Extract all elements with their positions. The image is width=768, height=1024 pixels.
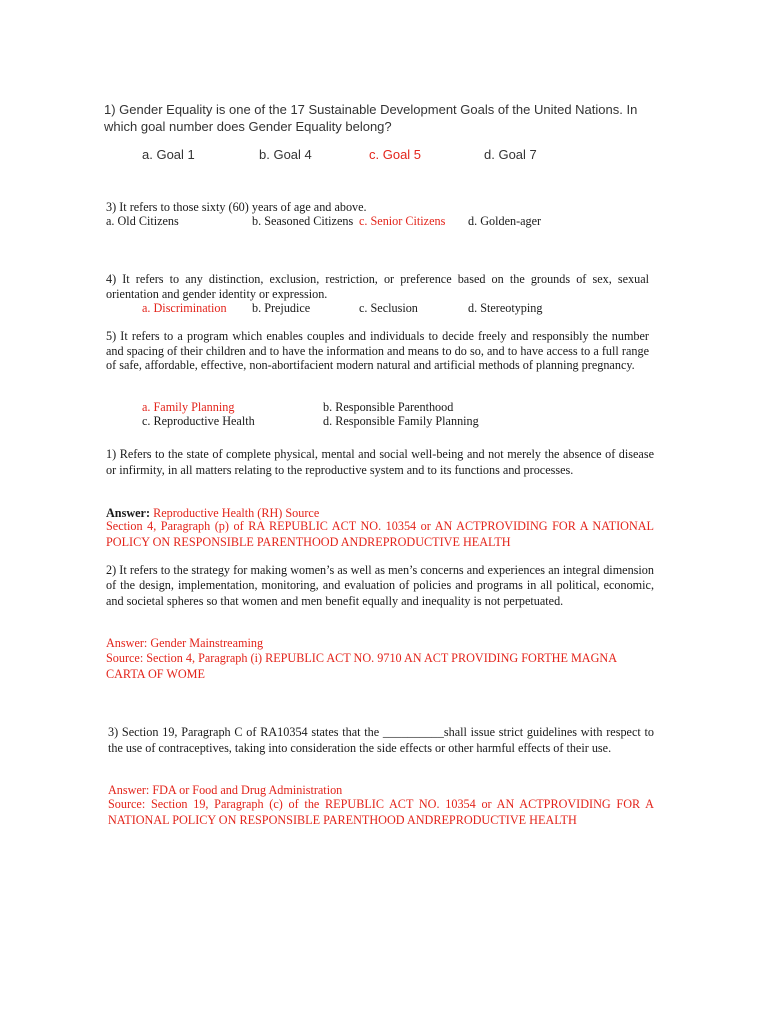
option-c-correct: c. Goal 5 xyxy=(369,147,422,162)
question-discrimination: 4) It refers to any distinction, exclusion, restriction, or preference based on the grounds of sex, sexual orientation and gender identity or expression. xyxy=(106,272,649,301)
question-fda: 3) Section 19, Paragraph C of RA10354 states that the __________shall issue strict guidelines with respect to the use of contraceptives, taking into consideration the side effects or other harmful effects of their use. xyxy=(108,725,654,755)
question-gender-mainstreaming: 2) It refers to the strategy for making women’s as well as men’s concerns and experiences an integral dimension of the design, implementation, monitoring, and evaluation of policies and programs in all political, economic, and societal spheres so that women and men benefit equally and inequality is not perpetuated. xyxy=(106,563,654,608)
option-c: c. Reproductive Health xyxy=(142,414,255,428)
answer-fda: Answer: FDA or Food and Drug Administration xyxy=(108,783,343,797)
option-b: b. Seasoned Citizens xyxy=(252,214,354,228)
answer-text: Reproductive Health (RH) Source xyxy=(153,506,320,520)
option-c-correct: c. Senior Citizens xyxy=(359,214,446,228)
answer-source: Section 4, Paragraph (p) of RA REPUBLIC ACT NO. 10354 or AN ACTPROVIDING FOR A NATIONAL POLICY ON RESPONSIBLE PARENTHOOD ANDREPRODUCTIVE HEALTH xyxy=(106,519,654,549)
answer-source: Source: Section 19, Paragraph (c) of the REPUBLIC ACT NO. 10354 or AN ACTPROVIDING FOR A NATIONAL POLICY ON RESPONSIBLE PARENTHOOD ANDREPRODUCTIVE HEALTH xyxy=(108,797,654,827)
option-d: d. Stereotyping xyxy=(468,301,543,315)
option-a: a. Goal 1 xyxy=(142,147,195,162)
option-d: d. Goal 7 xyxy=(484,147,537,162)
option-a-correct: a. Discrimination xyxy=(142,301,227,315)
option-b: b. Responsible Parenthood xyxy=(323,400,454,414)
question-reproductive-health: 1) Refers to the state of complete physical, mental and social well-being and not merely the absence of disease or infirmity, in all matters relating to the reproductive system and to its functions and processes. xyxy=(106,447,654,477)
answer-source: Source: Section 4, Paragraph (i) REPUBLIC ACT NO. 9710 AN ACT PROVIDING FORTHE MAGNA CARTA OF WOME xyxy=(106,651,617,681)
answer-label: Answer: xyxy=(106,506,151,520)
question-gender-equality xyxy=(104,101,664,135)
question-family-planning: 5) It refers to a program which enables couples and individuals to decide freely and responsibly the number and spacing of their children and to have the information and means to do so, and to have access to a full range of safe, affordable, effective, non-abortifacient modern natural and artificial methods of planning pregnancy. xyxy=(106,329,649,373)
option-a-correct: a. Family Planning xyxy=(142,400,235,414)
option-a: a. Old Citizens xyxy=(106,214,179,228)
option-b: b. Prejudice xyxy=(252,301,311,315)
question-text: 1) Gender Equality is one of the 17 Sustainable Development Goals of the United Nations. In which goal number does Gender Equality belong? xyxy=(104,102,638,134)
question-senior-citizens: 3) It refers to those sixty (60) years of age and above. xyxy=(106,200,367,214)
option-d: d. Responsible Family Planning xyxy=(323,414,479,428)
option-d: d. Golden-ager xyxy=(468,214,542,228)
option-c: c. Seclusion xyxy=(359,301,418,315)
option-b: b. Goal 4 xyxy=(259,147,312,162)
answer-gender-mainstreaming: Answer: Gender Mainstreaming xyxy=(106,636,264,650)
